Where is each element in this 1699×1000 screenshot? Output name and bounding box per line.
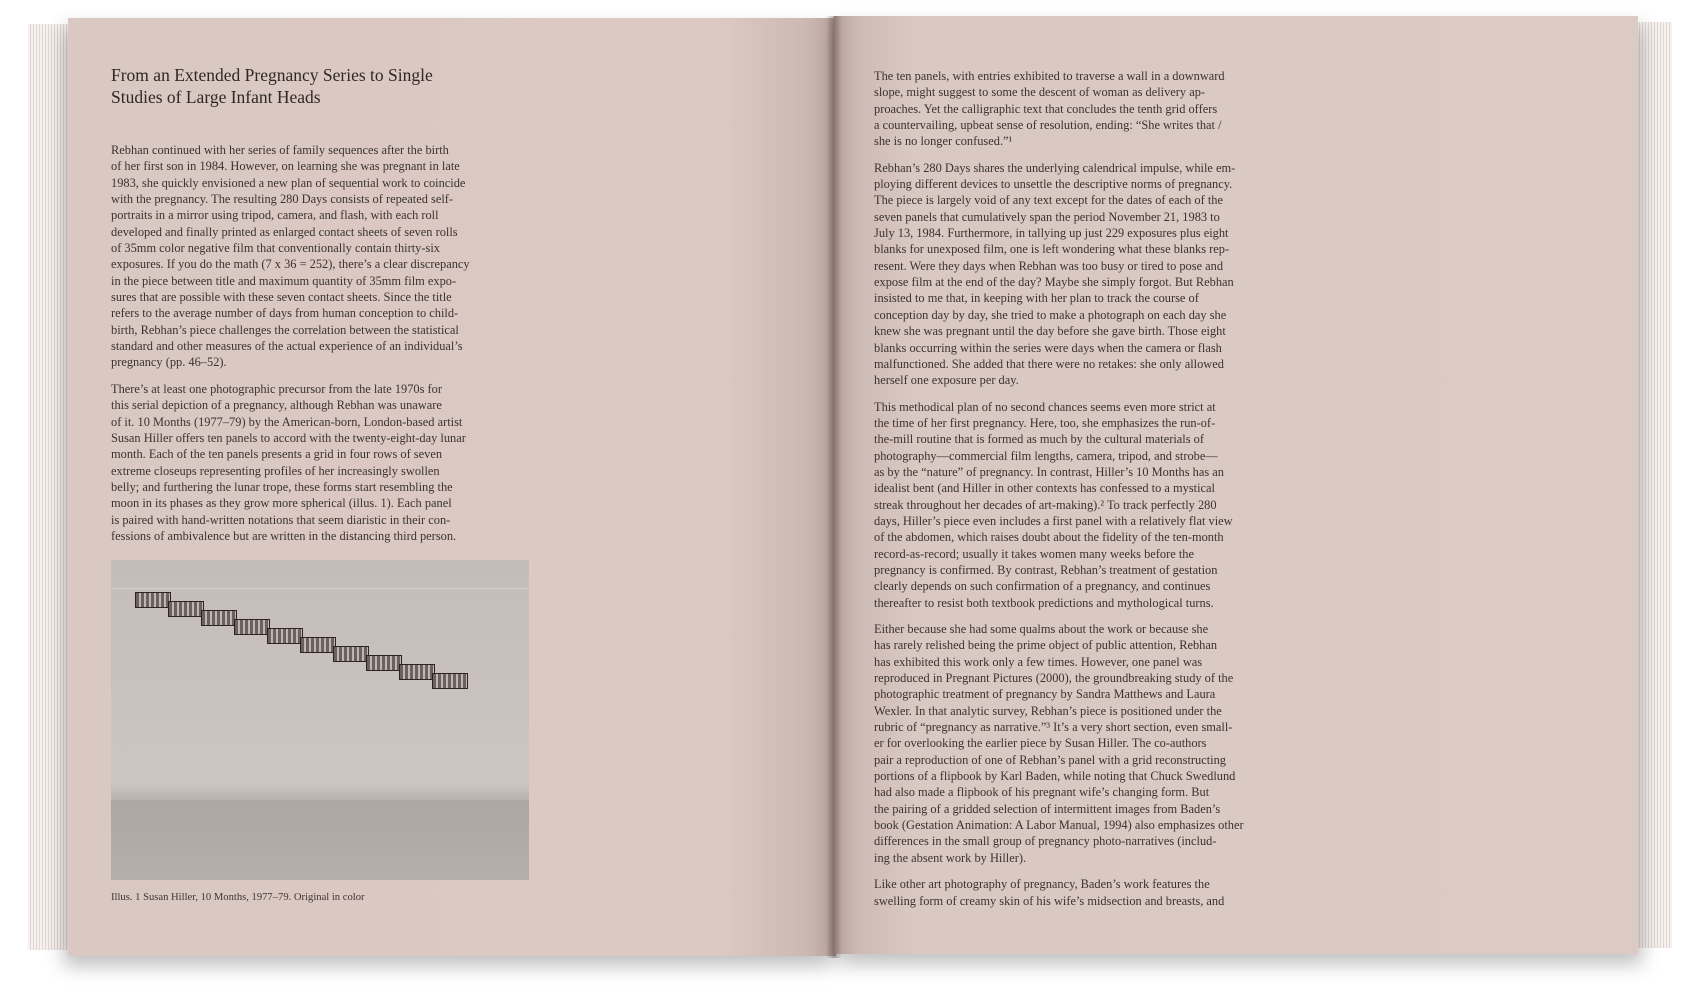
- text-line: of 35mm color negative film that conventionally contain thirty-six: [111, 241, 440, 256]
- text-line: birth, Rebhan’s piece challenges the correlation between the statistical: [111, 322, 459, 337]
- text-line: slope, might suggest to some the descent of woman as delivery ap-: [874, 85, 1206, 100]
- text-line: conception day by day, she tried to make a photograph on each day she: [874, 307, 1227, 322]
- text-line: month. Each of the ten panels presents a grid in four rows of seven: [111, 447, 443, 462]
- text-line: knew she was pregnant until the day before she gave birth. Those eight: [874, 324, 1226, 339]
- text-line: swelling form of creamy skin of his wife’s midsection and breasts, and: [874, 893, 1225, 908]
- text-line: in the piece between title and maximum quantity of 35mm film expo-: [111, 273, 457, 288]
- text-line: sures that are possible with these seven contact sheets. Since the title: [111, 290, 452, 305]
- text-line: idealist bent (and Hiller in other contexts has confessed to a mystical: [874, 481, 1215, 496]
- text-line: streak throughout her decades of art-making).² To track perfectly 280: [874, 497, 1217, 512]
- text-line: expose film at the end of the day? Maybe she simply forgot. But Rebhan: [874, 275, 1234, 290]
- text-line: portraits in a mirror using tripod, camera, and flash, with each roll: [111, 208, 439, 223]
- exhibit-panel: [432, 673, 468, 689]
- section-heading: [111, 64, 531, 108]
- text-line: proaches. Yet the calligraphic text that concludes the tenth grid offers: [874, 101, 1218, 116]
- text-line: The piece is largely void of any text except for the dates of each of the: [874, 193, 1223, 208]
- exhibit-panel: [333, 646, 369, 662]
- text-line: Rebhan’s 280 Days shares the underlying calendrical impulse, while em-: [874, 160, 1236, 175]
- exhibit-panel: [399, 664, 435, 680]
- body-paragraph: [874, 399, 1294, 611]
- text-line: pair a reproduction of one of Rebhan’s panel with a grid reconstructing: [874, 752, 1226, 767]
- exhibit-panel: [300, 637, 336, 653]
- text-line: extreme closeups representing profiles of her increasingly swollen: [111, 463, 440, 478]
- text-line: record-as-record; usually it takes women many weeks before the: [874, 546, 1194, 561]
- wall-edge: [111, 588, 529, 589]
- text-line: rubric of “pregnancy as narrative.”³ It’s a very short section, even small-: [874, 720, 1233, 735]
- text-line: she is no longer confused.”¹: [874, 134, 1013, 149]
- text-line: belly; and furthering the lunar trope, these forms start resembling the: [111, 479, 453, 494]
- illustration-caption: Illus. 1 Susan Hiller, 10 Months, 1977–79. Original in color: [111, 892, 365, 903]
- left-page-edges: [28, 24, 72, 950]
- text-line: photographic treatment of pregnancy by Sandra Matthews and Laura: [874, 687, 1216, 702]
- text-line: The ten panels, with entries exhibited to traverse a wall in a downward: [874, 69, 1225, 83]
- gallery-floor: [111, 800, 529, 880]
- text-line: portions of a flipbook by Karl Baden, while noting that Chuck Swedlund: [874, 769, 1236, 784]
- text-line: er for overlooking the earlier piece by Susan Hiller. The co-authors: [874, 736, 1207, 751]
- left-body-text: [111, 142, 529, 554]
- right-body-text: [874, 68, 1294, 919]
- exhibit-panel: [234, 619, 270, 635]
- text-line: ing the absent work by Hiller).: [874, 850, 1027, 865]
- text-line: the-mill routine that is formed as much by the cultural materials of: [874, 432, 1204, 447]
- text-line: of it. 10 Months (1977–79) by the American-born, London-based artist: [111, 414, 463, 429]
- text-line: seven panels that cumulatively span the period November 21, 1983 to: [874, 209, 1220, 224]
- text-line: pregnancy (pp. 46–52).: [111, 355, 227, 370]
- text-line: had also made a flipbook of his pregnant wife’s changing form. But: [874, 785, 1210, 800]
- body-paragraph: [874, 876, 1294, 909]
- exhibit-panel: [135, 592, 171, 608]
- text-line: 1983, she quickly envisioned a new plan of sequential work to coincide: [111, 175, 466, 190]
- exhibit-panel: [201, 610, 237, 626]
- exhibit-panel: [168, 601, 204, 617]
- illustration-photo: [111, 560, 529, 880]
- text-line: of the abdomen, which raises doubt about the fidelity of the ten-month: [874, 530, 1224, 545]
- text-line: book (Gestation Animation: A Labor Manual, 1994) also emphasizes other: [874, 818, 1244, 833]
- exhibit-panel: [366, 655, 402, 671]
- body-paragraph: [111, 142, 529, 371]
- heading-line: From an Extended Pregnancy Series to Single: [111, 65, 433, 85]
- text-line: Either because she had some qualms about the work or because she: [874, 622, 1209, 636]
- text-line: standard and other measures of the actual experience of an individual’s: [111, 339, 463, 354]
- text-line: the time of her first pregnancy. Here, too, she emphasizes the run-of-: [874, 415, 1216, 430]
- text-line: with the pregnancy. The resulting 280 Days consists of repeated self-: [111, 192, 454, 207]
- text-line: exposures. If you do the math (7 x 36 = 252), there’s a clear discrepancy: [111, 257, 470, 272]
- text-line: has rarely relished being the prime object of public attention, Rebhan: [874, 638, 1218, 653]
- text-line: Rebhan continued with her series of family sequences after the birth: [111, 143, 449, 157]
- text-line: Like other art photography of pregnancy, Baden’s work features the: [874, 877, 1210, 892]
- text-line: Susan Hiller offers ten panels to accord with the twenty-eight-day lunar: [111, 430, 466, 445]
- body-paragraph: [874, 160, 1294, 389]
- text-line: resent. Were they days when Rebhan was too busy or tired to pose and: [874, 258, 1224, 273]
- text-line: differences in the small group of pregnancy photo-narratives (includ-: [874, 834, 1217, 849]
- text-line: malfunctioned. She added that there were no retakes: she only allowed: [874, 356, 1224, 371]
- text-line: blanks for unexposed film, one is left wondering what these blanks rep-: [874, 242, 1230, 257]
- text-line: developed and finally printed as enlarged contact sheets of seven rolls: [111, 224, 458, 239]
- text-line: this serial depiction of a pregnancy, although Rebhan was unaware: [111, 398, 442, 413]
- text-line: blanks occurring within the series were days when the camera or flash: [874, 340, 1222, 355]
- text-line: refers to the average number of days from human conception to child-: [111, 306, 459, 321]
- exhibit-panel: [267, 628, 303, 644]
- body-paragraph: [874, 68, 1294, 150]
- book-spine: [826, 16, 842, 958]
- text-line: ploying different devices to unsettle the descriptive norms of pregnancy.: [874, 177, 1233, 192]
- text-line: thereafter to resist both textbook predictions and mythological turns.: [874, 595, 1214, 610]
- text-line: clearly depends on such confirmation of a pregnancy, and continues: [874, 579, 1211, 594]
- text-line: This methodical plan of no second chances seems even more strict at: [874, 399, 1216, 414]
- text-line: days, Hiller’s piece even includes a first panel with a relatively flat view: [874, 513, 1233, 528]
- text-line: fessions of ambivalence but are written in the distancing third person.: [111, 528, 457, 543]
- text-line: pregnancy is confirmed. By contrast, Rebhan’s treatment of gestation: [874, 562, 1218, 577]
- heading-line: Studies of Large Infant Heads: [111, 87, 321, 107]
- body-paragraph: [111, 381, 529, 544]
- text-line: Wexler. In that analytic survey, Rebhan’s piece is positioned under the: [874, 703, 1222, 718]
- text-line: herself one exposure per day.: [874, 373, 1019, 388]
- text-line: a countervailing, upbeat sense of resolution, ending: “She writes that /: [874, 118, 1222, 133]
- text-line: moon in its phases as they grow more spherical (illus. 1). Each panel: [111, 496, 452, 511]
- text-line: of her first son in 1984. However, on learning she was pregnant in late: [111, 159, 460, 174]
- text-line: There’s at least one photographic precursor from the late 1970s for: [111, 381, 442, 396]
- text-line: July 13, 1984. Furthermore, in tallying up just 229 exposures plus eight: [874, 226, 1229, 241]
- text-line: the pairing of a gridded selection of intermittent images from Baden’s: [874, 801, 1221, 816]
- text-line: is paired with hand-written notations that seem diaristic in their con-: [111, 512, 451, 527]
- text-line: has exhibited this work only a few times. However, one panel was: [874, 654, 1203, 669]
- text-line: photography—commercial film lengths, camera, tripod, and strobe—: [874, 448, 1218, 463]
- text-line: as by the “nature” of pregnancy. In contrast, Hiller’s 10 Months has an: [874, 464, 1224, 479]
- body-paragraph: [874, 621, 1294, 866]
- text-line: insisted to me that, in keeping with her plan to track the course of: [874, 291, 1199, 306]
- text-line: reproduced in Pregnant Pictures (2000), the groundbreaking study of the: [874, 671, 1234, 686]
